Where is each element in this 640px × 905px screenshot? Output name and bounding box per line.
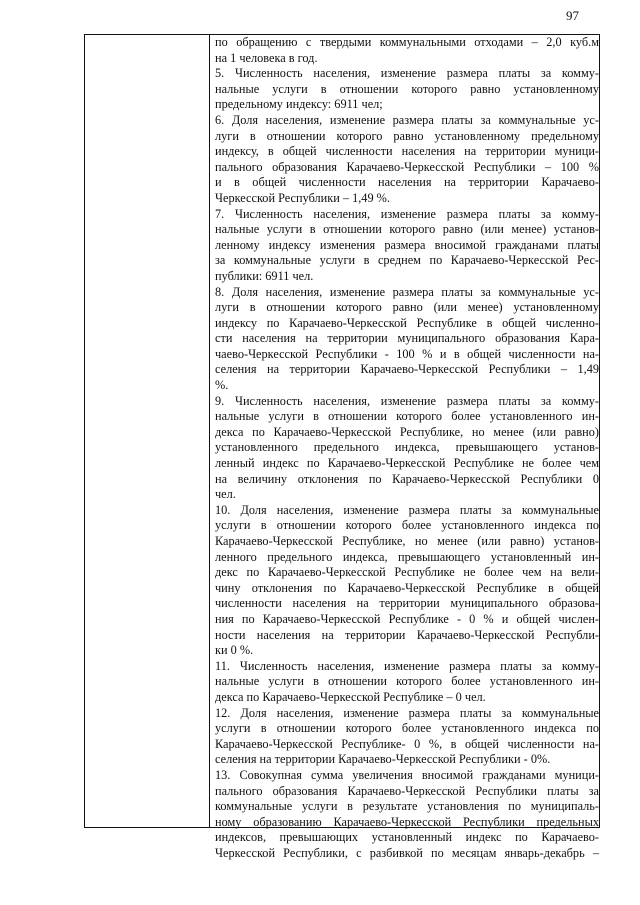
column-divider: [209, 35, 210, 827]
text-line: декса по Карачаево-Черкесской Республике, но менее (или равно): [215, 424, 599, 439]
text-line: 6. Доля населения, изменение размера платы за коммунальные ус-: [215, 112, 599, 127]
text-line: за коммунальные услуги в среднем по Карачаево-Черкесской Рес-: [215, 253, 599, 268]
document-table: [84, 34, 600, 860]
text-line: услуги в отношении которого более установленного индекса по: [215, 518, 599, 533]
text-line: пального образования Карачаево-Черкесской Республики – 100 %: [215, 159, 599, 174]
text-line: луги в отношении которого равно (или менее) установленному: [215, 300, 599, 315]
text-line: 11. Численность населения, изменение размера платы за комму-: [215, 658, 599, 673]
text-line: сти населения на территории муниципального образования Кара-: [215, 331, 599, 346]
text-line: 8. Доля населения, изменение размера платы за коммунальные ус-: [215, 284, 599, 299]
text-line: 12. Доля населения, изменение размера платы за коммунальные: [215, 705, 599, 720]
text-line: 10. Доля населения, изменение размера платы за коммунальные: [215, 502, 599, 517]
text-line: на 1 человека в год.: [215, 50, 318, 65]
text-line: ленного предельного индекса, превышающего установленный ин-: [215, 549, 599, 564]
text-line: чину отклонения по Карачаево-Черкесской Республике в общей: [215, 580, 599, 595]
text-line: селения на территории Карачаево-Черкесской Республики – 1,49: [215, 362, 599, 377]
text-line: индексу, в общей численности населения на территории муници-: [215, 144, 599, 159]
text-line: 5. Численность населения, изменение размера платы за комму-: [215, 66, 599, 81]
text-line: ния по Карачаево-Черкесской Республике - 0 % и общей числен-: [215, 611, 599, 626]
text-line: ленный индекс по Карачаево-Черкесской Республике не более чем: [215, 456, 599, 471]
text-line: нальные услуги в отношении которого более установленного ин-: [215, 674, 599, 689]
text-line: нальные услуги в отношении которого равно установленному: [215, 81, 599, 96]
text-line: Карачаево-Черкесской Республике, но менее (или равно) установ-: [215, 534, 599, 548]
text-line: предельному индексу: 6911 чел;: [215, 97, 383, 112]
text-line: %.: [215, 378, 229, 393]
text-line: ленному индексу изменения размера вносимой гражданами платы: [215, 237, 599, 252]
text-line: 7. Численность населения, изменение размера платы за комму-: [215, 206, 599, 221]
text-line: 13. Совокупная сумма увеличения вносимой гражданами муници-: [215, 767, 599, 782]
page-number: 97: [566, 8, 579, 23]
text-line: Черкесской Республики – 1,49 %.: [215, 190, 390, 205]
text-line: луги в отношении которого равно установленному предельному: [215, 128, 599, 143]
text-line: численности населения на территории муниципального образова-: [215, 596, 599, 611]
text-line: на величину отклонения по Карачаево-Черкесской Республики 0: [215, 471, 599, 486]
text-line: и в общей численности населения на территории Карачаево-: [215, 175, 599, 190]
text-line: индексу по Карачаево-Черкесской Республике в общей численно-: [215, 315, 599, 330]
table-cell-text: [215, 35, 599, 861]
text-line: Карачаево-Черкесской Республике- 0 %, в общей численности на-: [215, 736, 599, 751]
text-line: чаево-Черкесской Республики - 100 % и в общей численности на-: [215, 346, 599, 361]
text-line: услуги в отношении которого более установленного индекса по: [215, 721, 599, 736]
text-line: чел.: [215, 487, 236, 502]
text-line: Черкесской Республики, с разбивкой по месяцам январь-декабрь –: [215, 845, 599, 860]
text-line: ки 0 %.: [215, 643, 254, 658]
text-line: нальные услуги в отношении которого равно (или менее) установ-: [215, 222, 599, 237]
text-line: ному образованию Карачаево-Черкесской Республики предельных: [215, 814, 599, 829]
text-line: декса по Карачаево-Черкесской Республике – 0 чел.: [215, 689, 486, 704]
text-line: декс по Карачаево-Черкесской Республике не более чем на вели-: [215, 565, 599, 580]
text-line: 9. Численность населения, изменение размера платы за комму-: [215, 393, 599, 408]
text-line: пального образования Карачаево-Черкесской Республики платы за: [215, 783, 599, 798]
text-line: ности населения на территории Карачаево-Черкесской Республи-: [215, 627, 599, 642]
text-line: селения на территории Карачаево-Черкесской Республики - 0%.: [215, 752, 551, 767]
text-line: установленного предельного индекса, превышающего установ-: [215, 440, 599, 455]
text-line: по обращению с твердыми коммунальными отходами – 2,0 куб.м: [215, 35, 599, 49]
text-line: индексов, превышающих установленный индекс по Карачаево-: [215, 830, 599, 845]
text-line: нальные услуги в отношении которого более установленного ин-: [215, 409, 599, 424]
text-line: публики: 6911 чел.: [215, 268, 314, 283]
text-line: коммунальные услуги в результате установления по муниципаль-: [215, 799, 599, 814]
